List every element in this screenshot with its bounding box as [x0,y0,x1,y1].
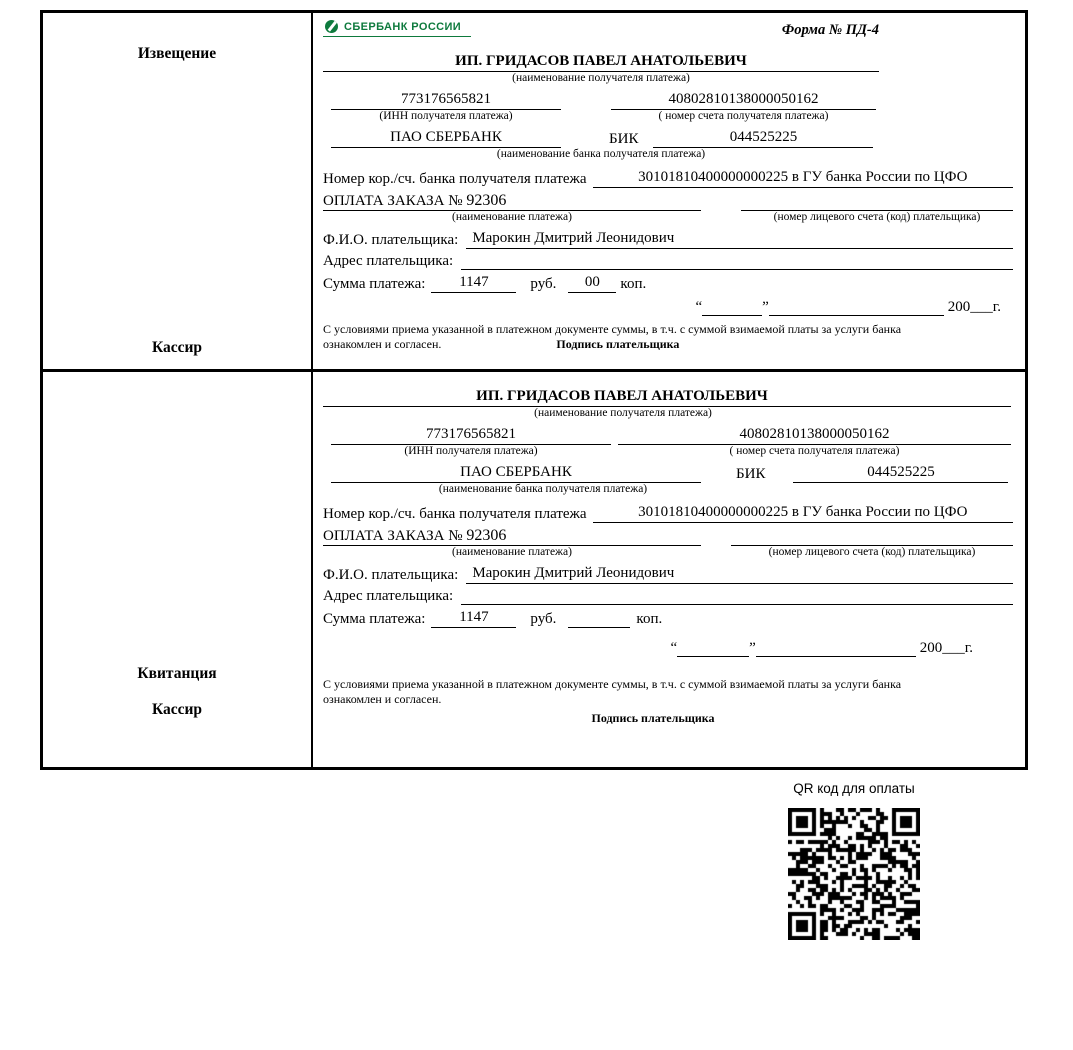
kop-label: коп. [620,276,647,292]
bik-label: БИК [609,131,639,147]
payee-caption: (наименование получателя платежа) [534,407,712,419]
receipt-section [40,372,1028,770]
payer-label: Ф.И.О. плательщика: [323,232,459,248]
sberbank-logo-icon [325,20,338,33]
personal-caption: (номер лицевого счета (код) плательщика) [773,211,981,223]
pd4-form [40,10,1028,770]
purpose-number: 92306 [466,192,507,209]
bank-name: ПАО СБЕРБАНК [331,464,701,483]
notice-left-column [43,13,313,369]
purpose-caption: (наименование платежа) [452,546,572,558]
bank-name: ПАО СБЕРБАНК [331,129,561,148]
account-caption: ( номер счета получателя платежа) [658,110,829,122]
address-line [461,251,1013,270]
date-close-quote: ” [749,640,756,656]
notice-label: Извещение [137,45,217,62]
corr-label: Номер кор./сч. банка получателя платежа [323,171,587,187]
purpose-number: 92306 [466,527,507,544]
payee-inn: 773176565821 [331,91,561,110]
kop-label: коп. [636,611,663,627]
date-open-quote: “ [670,640,678,656]
date-day-line [702,299,762,316]
corr-value: 30101810400000000225 в ГУ банка России по ЦФО [593,169,1013,188]
account-caption: ( номер счета получателя платежа) [729,445,900,457]
purpose-label: ОПЛАТА ЗАКАЗА № [323,528,463,544]
date-month-line [769,299,944,316]
qr-code [788,808,920,940]
purpose-caption: (наименование платежа) [452,211,572,223]
date-year: 200___г. [919,640,973,656]
payee-name: ИП. ГРИДАСОВ ПАВЕЛ АНАТОЛЬЕВИЧ [323,53,879,72]
bank-caption: (наименование банка получателя платежа) [438,483,648,495]
payee-inn: 773176565821 [331,426,611,445]
sberbank-logo [323,17,471,37]
rub-label: руб. [530,276,557,292]
inn-caption: (ИНН получателя платежа) [379,110,513,122]
qr-block [788,781,920,940]
receipt-left-column [43,372,313,767]
terms-line2: ознакомлен и согласен. [323,692,442,706]
notice-cashier-label: Кассир [151,339,203,356]
terms-line1: С условиями приема указанной в платежном документе суммы, в т.ч. с суммой взимаемой платы за услуги банка [323,677,902,691]
payment-purpose [323,527,701,546]
corr-label: Номер кор./сч. банка получателя платежа [323,506,587,522]
form-number: Форма № ПД-4 [781,22,879,38]
payee-account: 40802810138000050162 [618,426,1011,445]
payer-name: Марокин Дмитрий Леонидович [466,230,1013,249]
payer-label: Ф.И.О. плательщика: [323,567,459,583]
address-line [461,586,1013,605]
signature-label: Подпись плательщика [591,711,715,725]
receipt-cashier-label: Кассир [151,701,203,718]
notice-header-row [323,17,879,51]
signature-label: Подпись плательщика [556,337,680,351]
personal-account-line [741,192,1013,211]
date-open-quote: “ [695,299,703,315]
rub-label: руб. [530,611,557,627]
amount-kop-value: 00 [568,274,616,293]
purpose-label: ОПЛАТА ЗАКАЗА № [323,193,463,209]
receipt-content [313,372,1025,767]
amount-label: Сумма платежа: [323,276,426,292]
notice-section [40,10,1028,372]
bik-label: БИК [736,466,766,482]
personal-caption: (номер лицевого счета (код) плательщика) [768,546,976,558]
payment-purpose [323,192,701,211]
terms-line2: ознакомлен и согласен. [323,337,442,351]
payee-name: ИП. ГРИДАСОВ ПАВЕЛ АНАТОЛЬЕВИЧ [323,388,1011,407]
bik-value: 044525225 [793,464,1008,483]
address-label: Адрес плательщика: [323,588,454,604]
date-year: 200___г. [947,299,1001,315]
notice-content [313,13,1025,369]
payee-account: 40802810138000050162 [611,91,876,110]
date-month-line [756,640,916,657]
qr-caption: QR код для оплаты [793,781,915,796]
date-close-quote: ” [762,299,769,315]
amount-rub-value: 1147 [431,609,516,628]
corr-value: 30101810400000000225 в ГУ банка России по ЦФО [593,504,1013,523]
receipt-label: Квитанция [137,665,217,682]
amount-rub-value: 1147 [431,274,516,293]
bank-caption: (наименование банка получателя платежа) [496,148,706,160]
payer-name: Марокин Дмитрий Леонидович [466,565,1013,584]
amount-kop-value [568,609,630,628]
amount-label: Сумма платежа: [323,611,426,627]
personal-account-line [731,527,1013,546]
payee-caption: (наименование получателя платежа) [512,72,690,84]
date-day-line [677,640,749,657]
terms-line1: С условиями приема указанной в платежном документе суммы, в т.ч. с суммой взимаемой платы за услуги банка [323,322,902,336]
sberbank-logo-text: СБЕРБАНК РОССИИ [344,20,462,33]
bik-value: 044525225 [653,129,873,148]
inn-caption: (ИНН получателя платежа) [404,445,538,457]
address-label: Адрес плательщика: [323,253,454,269]
